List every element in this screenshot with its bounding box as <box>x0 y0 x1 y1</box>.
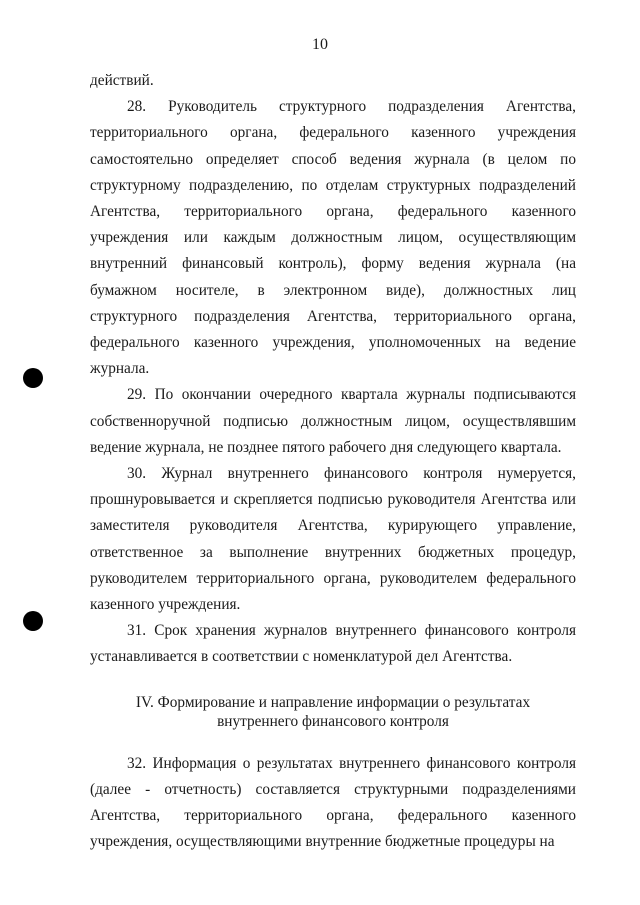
paragraph-30: 30. Журнал внутреннего финансового контроля нумеруется, прошнуровывается и скрепляется подписью руководителя Агентства или заместителя руководителя Агентства, курирующего управление, ответственное за выполнение внутренних бюджетных процедур, руководителем территориального органа, руководителем федерального казенного учреждения. <box>90 465 576 614</box>
punch-hole-top <box>23 368 43 388</box>
punch-hole-bottom <box>23 611 43 631</box>
paragraph-32: 32. Информация о результатах внутреннего финансового контроля (далее - отчетность) составляется структурными подразделениями Агентства, территориального органа, федерального казенного учреждения, осуществляющими внутренние бюджетные процедуры на <box>90 754 576 851</box>
paragraph-28: 28. Руководитель структурного подразделения Агентства, территориального органа, федерального казенного учреждения самостоятельно определяет способ ведения журнала (в целом по структурному подразделению, по отделам структурных подразделений Агентства, территориального органа, федерального казенного учреждения или каждым должностным лицом, осуществляющим внутренний финансовый контроль), форму ведения журнала (на бумажном носителе, в электронном виде), должностных лиц структурного подразделения Агентства, территориального органа, федерального казенного учреждения, уполномоченных на ведение журнала. <box>90 98 576 378</box>
document-body <box>90 68 576 855</box>
section-heading <box>90 693 576 731</box>
paragraph-continuation: действий. <box>90 72 154 89</box>
section-heading-line2: внутреннего финансового контроля <box>217 712 449 730</box>
page-number: 10 <box>312 36 328 53</box>
section-heading-line1: IV. Формирование и направление информации о результатах <box>135 693 531 711</box>
paragraph-29: 29. По окончании очередного квартала журналы подписываются собственноручной подписью должностным лицом, осуществлявшим ведение журнала, не позднее пятого рабочего дня следующего квартала. <box>90 386 576 456</box>
paragraph-31: 31. Срок хранения журналов внутреннего финансового контроля устанавливается в соответствии с номенклатурой дел Агентства. <box>90 622 576 666</box>
